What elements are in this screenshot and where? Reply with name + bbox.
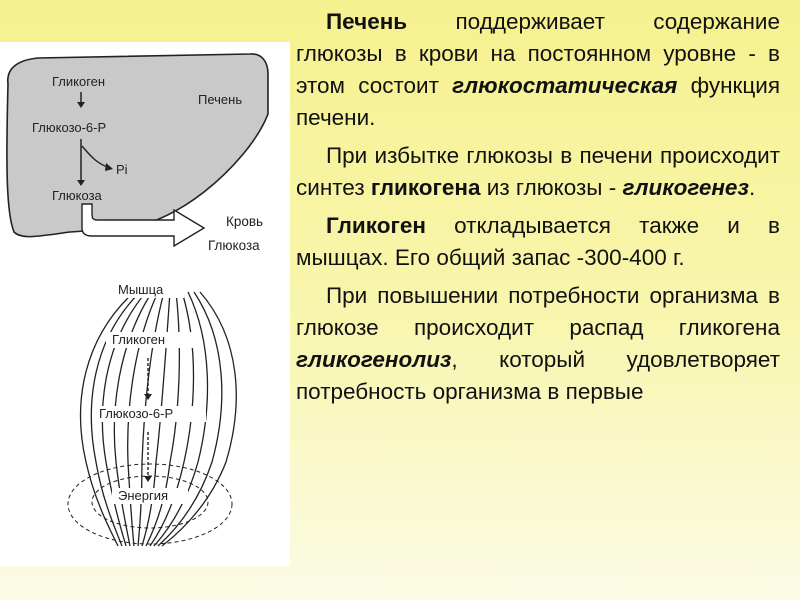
liver-g6p-label: Глюкозо-6-Р: [32, 120, 107, 135]
liver-organ-label: Печень: [198, 92, 243, 107]
blood-glucose-label: Глюкоза: [208, 238, 260, 253]
muscle-glycogen-label: Гликоген: [112, 332, 166, 347]
term-glycogenolysis: гликогенолиз: [296, 347, 452, 372]
liver-pi-label: Pi: [116, 162, 128, 177]
paragraph-1: [296, 6, 780, 134]
muscle-organ-label: Мышца: [118, 282, 164, 297]
term-glycogenesis: гликогенез: [622, 175, 749, 200]
liver-shape: [7, 54, 268, 237]
arrow-down-icon: [144, 432, 152, 482]
arrow-down-icon: [144, 358, 152, 400]
liver-glycogen-label: Гликоген: [52, 74, 106, 89]
text-segment: При повышении потребности организма в глюкозе происходит распад гликогена: [296, 283, 780, 340]
term-glycogen: Гликоген: [326, 213, 426, 238]
term-glucostatic: глюкостатическая: [452, 73, 678, 98]
text-segment: функция печени.: [296, 73, 781, 130]
paragraph-2: [296, 140, 780, 204]
term-liver: Печень: [326, 9, 408, 34]
slide-text: [296, 6, 780, 408]
text-segment: поддерживает содержание глюкозы в крови на постоянном уровне - в этом состоит: [296, 9, 780, 98]
diagram-svg: [0, 42, 290, 566]
text-segment: .: [748, 175, 756, 200]
liver-glucose-label: Глюкоза: [52, 188, 102, 203]
muscle-g6p-label: Глюкозо-6-Р: [99, 406, 174, 421]
term-glycogen: гликогена: [370, 175, 481, 200]
blood-label: Кровь: [226, 214, 264, 229]
text-segment: , который удовлетворяет потребность организма в первые: [296, 347, 780, 404]
paragraph-3: [296, 210, 780, 274]
muscle-energy-label: Энергия: [118, 488, 169, 503]
text-segment: При избытке глюкозы в печени происходит синтез: [296, 143, 780, 200]
text-segment: откладывается также и в мышцах. Его общий запас -300-400 г.: [296, 213, 780, 270]
metabolism-diagram: [0, 42, 290, 566]
text-segment: из глюкозы -: [480, 175, 623, 200]
paragraph-4: [296, 280, 780, 408]
